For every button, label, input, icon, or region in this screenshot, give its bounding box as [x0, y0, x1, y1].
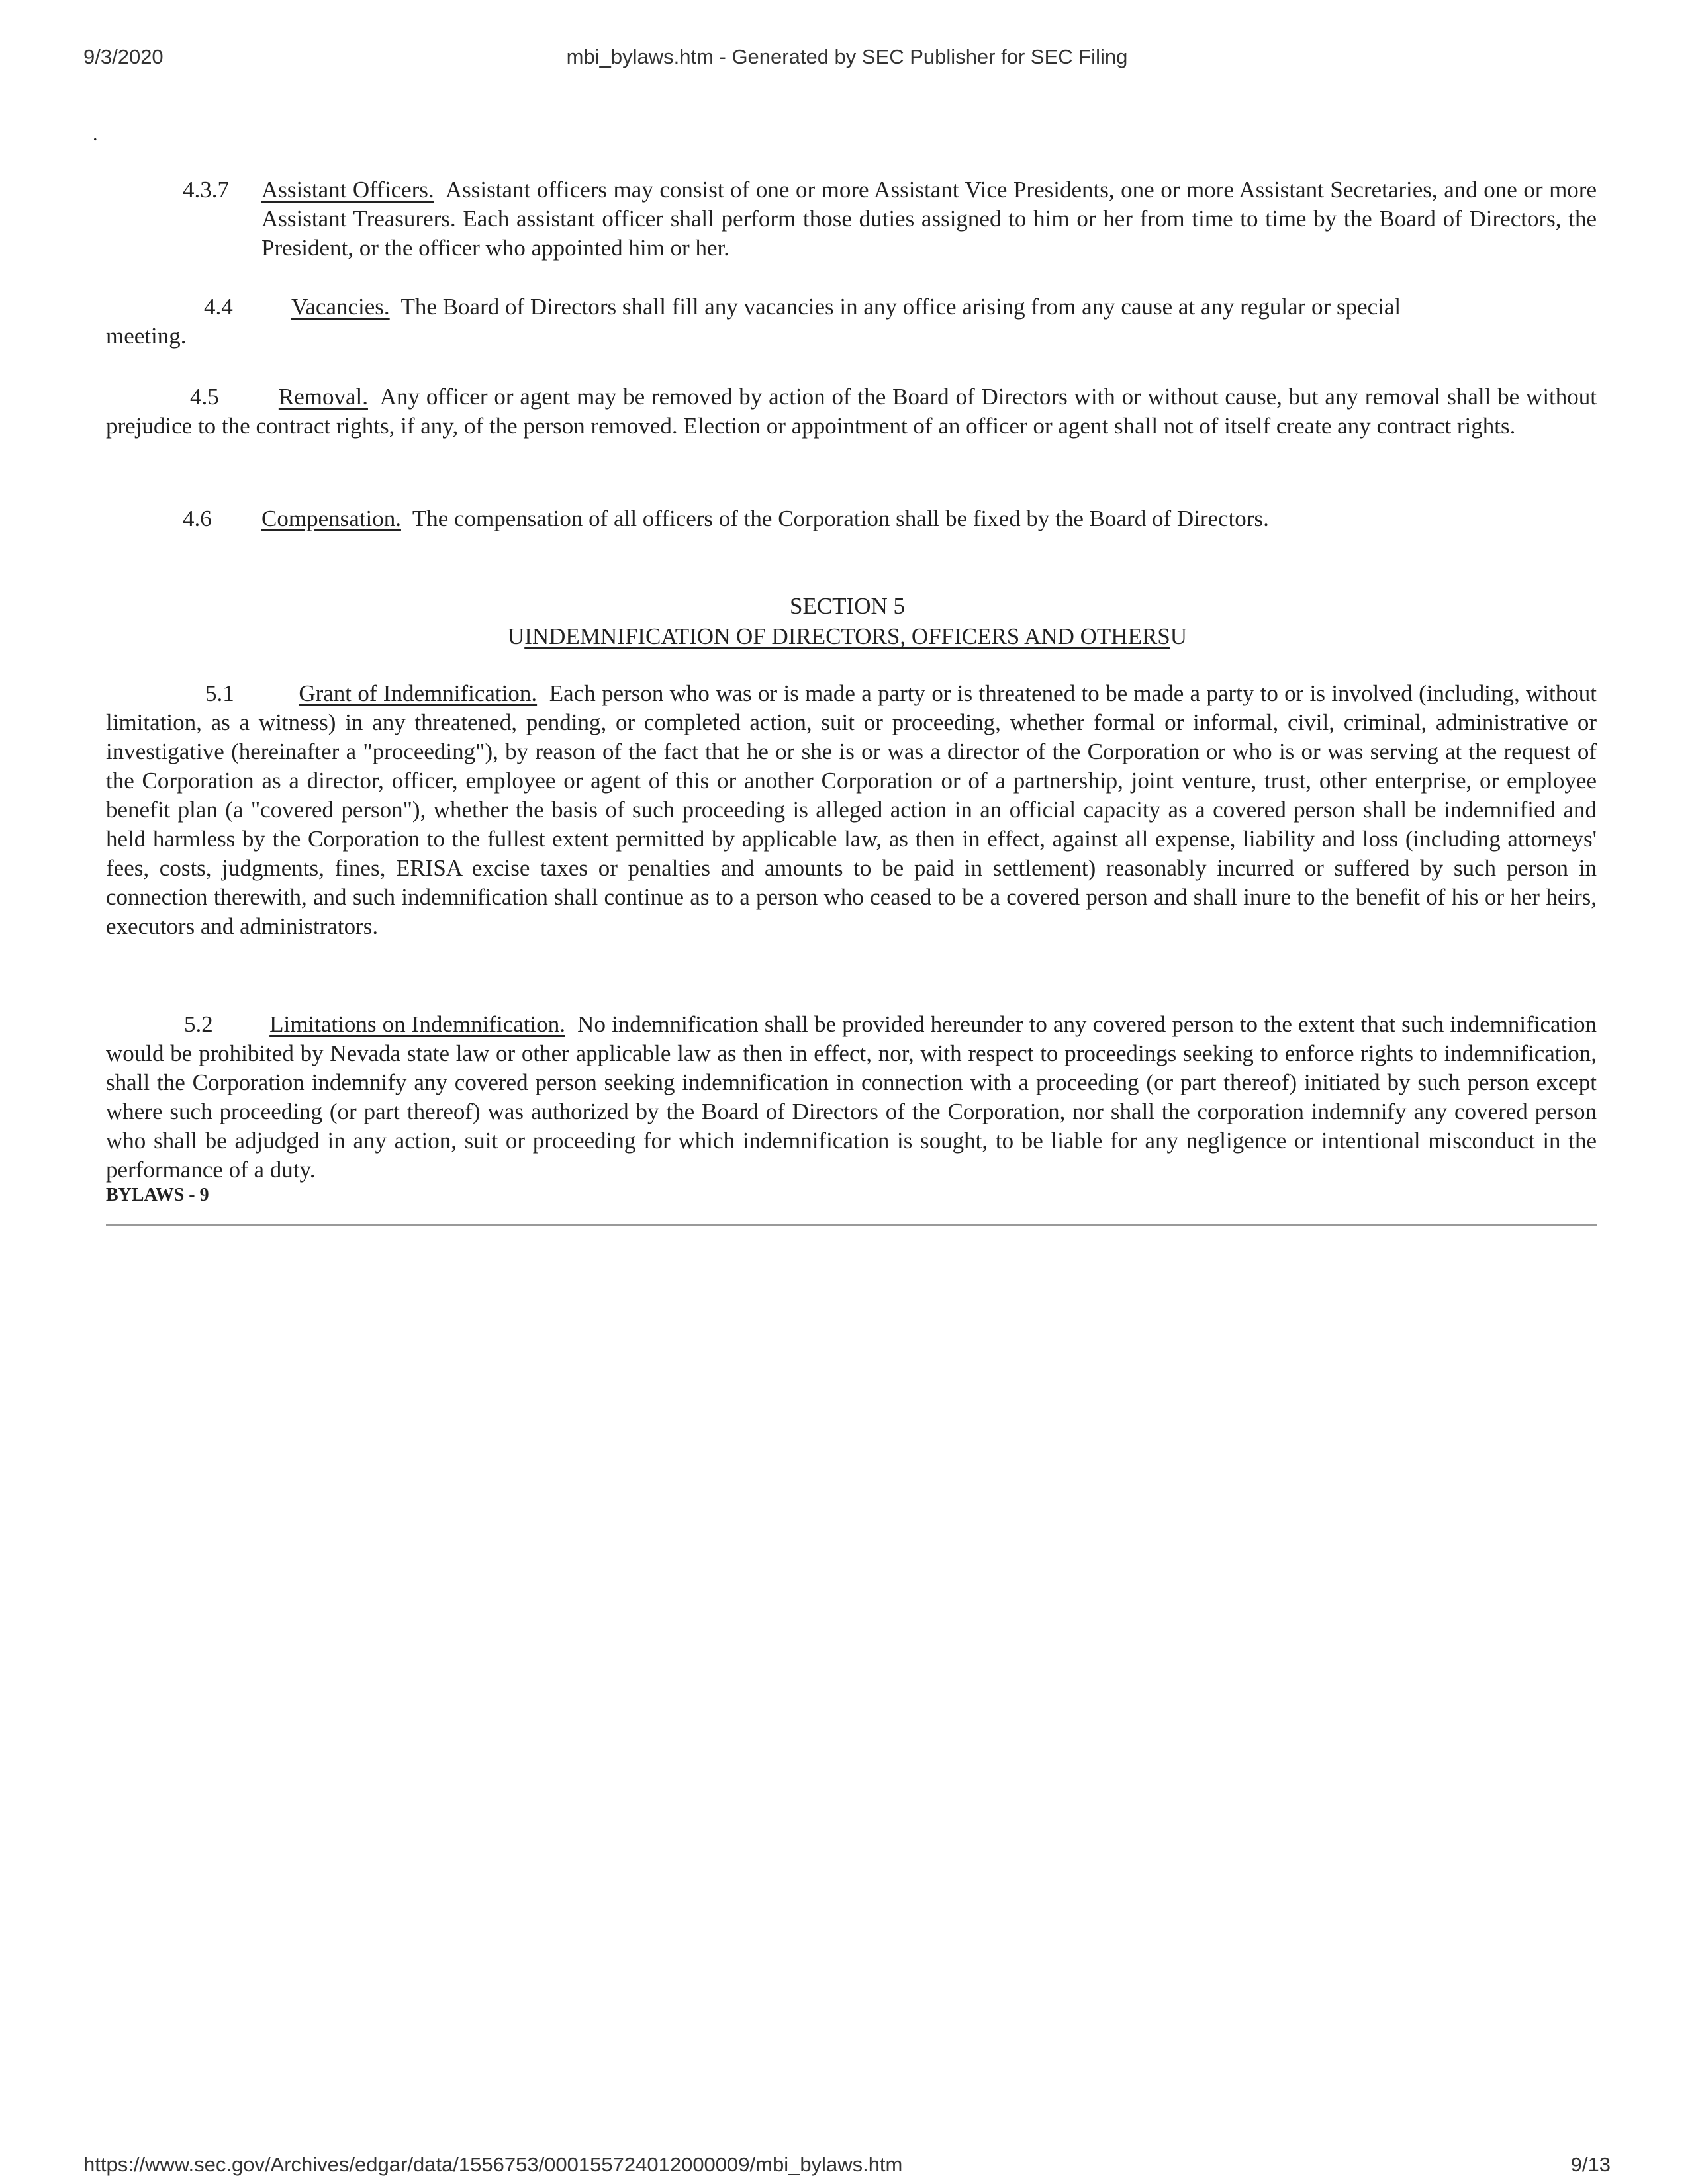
print-title: mbi_bylaws.htm - Generated by SEC Publisher for SEC Filing	[566, 45, 1128, 68]
horizontal-rule	[106, 1224, 1597, 1226]
heading-grant-of-indemnification: Grant of Indemnification.	[299, 680, 538, 706]
section-5-title-prefix: U	[507, 623, 525, 649]
body-limitations-on-indemnification: No indemnification shall be provided hereunder to any covered person to the extent that such indemnification would be prohibited by Nevada state law or other applicable law as then in effect, nor, with respect to proceedings seeking to enforce rights to indemnification, shall the Corporation indemnify any covered person seeking indemnification in connection with a proceeding (or part thereof) initiated by such person except where such proceeding (or part thereof) was authorized by the Board of Directors of the Corporation, nor shall the corporation indemnify any covered person who shall be adjudged in any action, suit or proceeding for which indemnification is sought, to be liable for any negligence or intentional misconduct in the performance of a duty.	[106, 1011, 1597, 1183]
paragraph-5-1	[106, 679, 1597, 941]
section-5-label: SECTION 5	[789, 593, 906, 619]
print-url: https://www.sec.gov/Archives/edgar/data/1556753/000155724012000009/mbi_bylaws.htm	[83, 2153, 903, 2176]
heading-limitations-on-indemnification: Limitations on Indemnification.	[269, 1011, 565, 1037]
heading-compensation: Compensation.	[261, 506, 401, 531]
print-date: 9/3/2020	[83, 45, 164, 68]
heading-vacancies: Vacancies.	[291, 294, 390, 320]
heading-removal: Removal.	[278, 384, 368, 410]
section-number-5-1: 5.1	[205, 680, 234, 706]
section-number-4-4: 4.4	[204, 294, 233, 320]
body-compensation: The compensation of all officers of the Corporation shall be fixed by the Board of Directors.	[412, 506, 1269, 531]
body-grant-of-indemnification: Each person who was or is made a party or is threatened to be made a party to or is involved (including, without limitation, as a witness) in any threatened, pending, or completed action, suit or proceeding, whether formal or informal, civil, criminal, administrative or investigative (hereinafter a "proceeding"), by reason of the fact that he or she is or was a director of the Corporation or who is or was serving at the request of the Corporation as a director, officer, employee or agent of this or another Corporation or of a partnership, joint venture, trust, other enterprise, or employee benefit plan (a "covered person"), whether the basis of such proceeding is alleged action in an official capacity as a covered person shall be indemnified and held harmless by the Corporation to the fullest extent permitted by applicable law, as then in effect, against all expense, liability and loss (including attorneys' fees, costs, judgments, fines, ERISA excise taxes or penalties and amounts to be paid in settlement) reasonably incurred or suffered by such person in connection therewith, and such indemnification shall continue as to a person who ceased to be a covered person and shall inure to the benefit of his or her heirs, executors and administrators.	[106, 680, 1597, 939]
paragraph-4-5	[106, 383, 1597, 441]
section-5-title-suffix: U	[1170, 623, 1188, 649]
section-number-4-3-7: 4.3.7	[183, 177, 229, 203]
heading-assistant-officers: Assistant Officers.	[261, 177, 434, 203]
paragraph-5-2	[106, 1010, 1597, 1185]
bylaws-page-label: BYLAWS - 9	[106, 1185, 209, 1205]
stray-mark: .	[93, 123, 98, 145]
section-number-4-5: 4.5	[190, 384, 219, 410]
paragraph-4-4-continued: meeting.	[106, 323, 187, 349]
section-5-title	[106, 621, 1589, 652]
body-assistant-officers: Assistant officers may consist of one or more Assistant Vice Presidents, one or more Assistant Secretaries, and one or more Assistant Treasurers. Each assistant officer shall perform those duties assigned to him or her from time to time by the Board of Directors, the President, or the officer who appointed him or her.	[261, 177, 1597, 261]
section-5-title-text: INDEMNIFICATION OF DIRECTORS, OFFICERS AND OTHERS	[524, 623, 1170, 649]
paragraph-4-4	[291, 293, 1597, 322]
body-vacancies: The Board of Directors shall fill any vacancies in any office arising from any cause at any regular or special	[400, 294, 1401, 320]
section-number-4-6: 4.6	[183, 506, 212, 531]
section-number-5-2: 5.2	[184, 1011, 213, 1037]
paragraph-4-6	[261, 504, 1597, 533]
print-page-number: 9/13	[1570, 2153, 1611, 2176]
body-removal: Any officer or agent may be removed by action of the Board of Directors with or without cause, but any removal shall be without prejudice to the contract rights, if any, of the person removed. Election or appointment of an officer or agent shall not of itself create any contract rights.	[106, 384, 1597, 439]
paragraph-4-3-7	[261, 175, 1597, 263]
